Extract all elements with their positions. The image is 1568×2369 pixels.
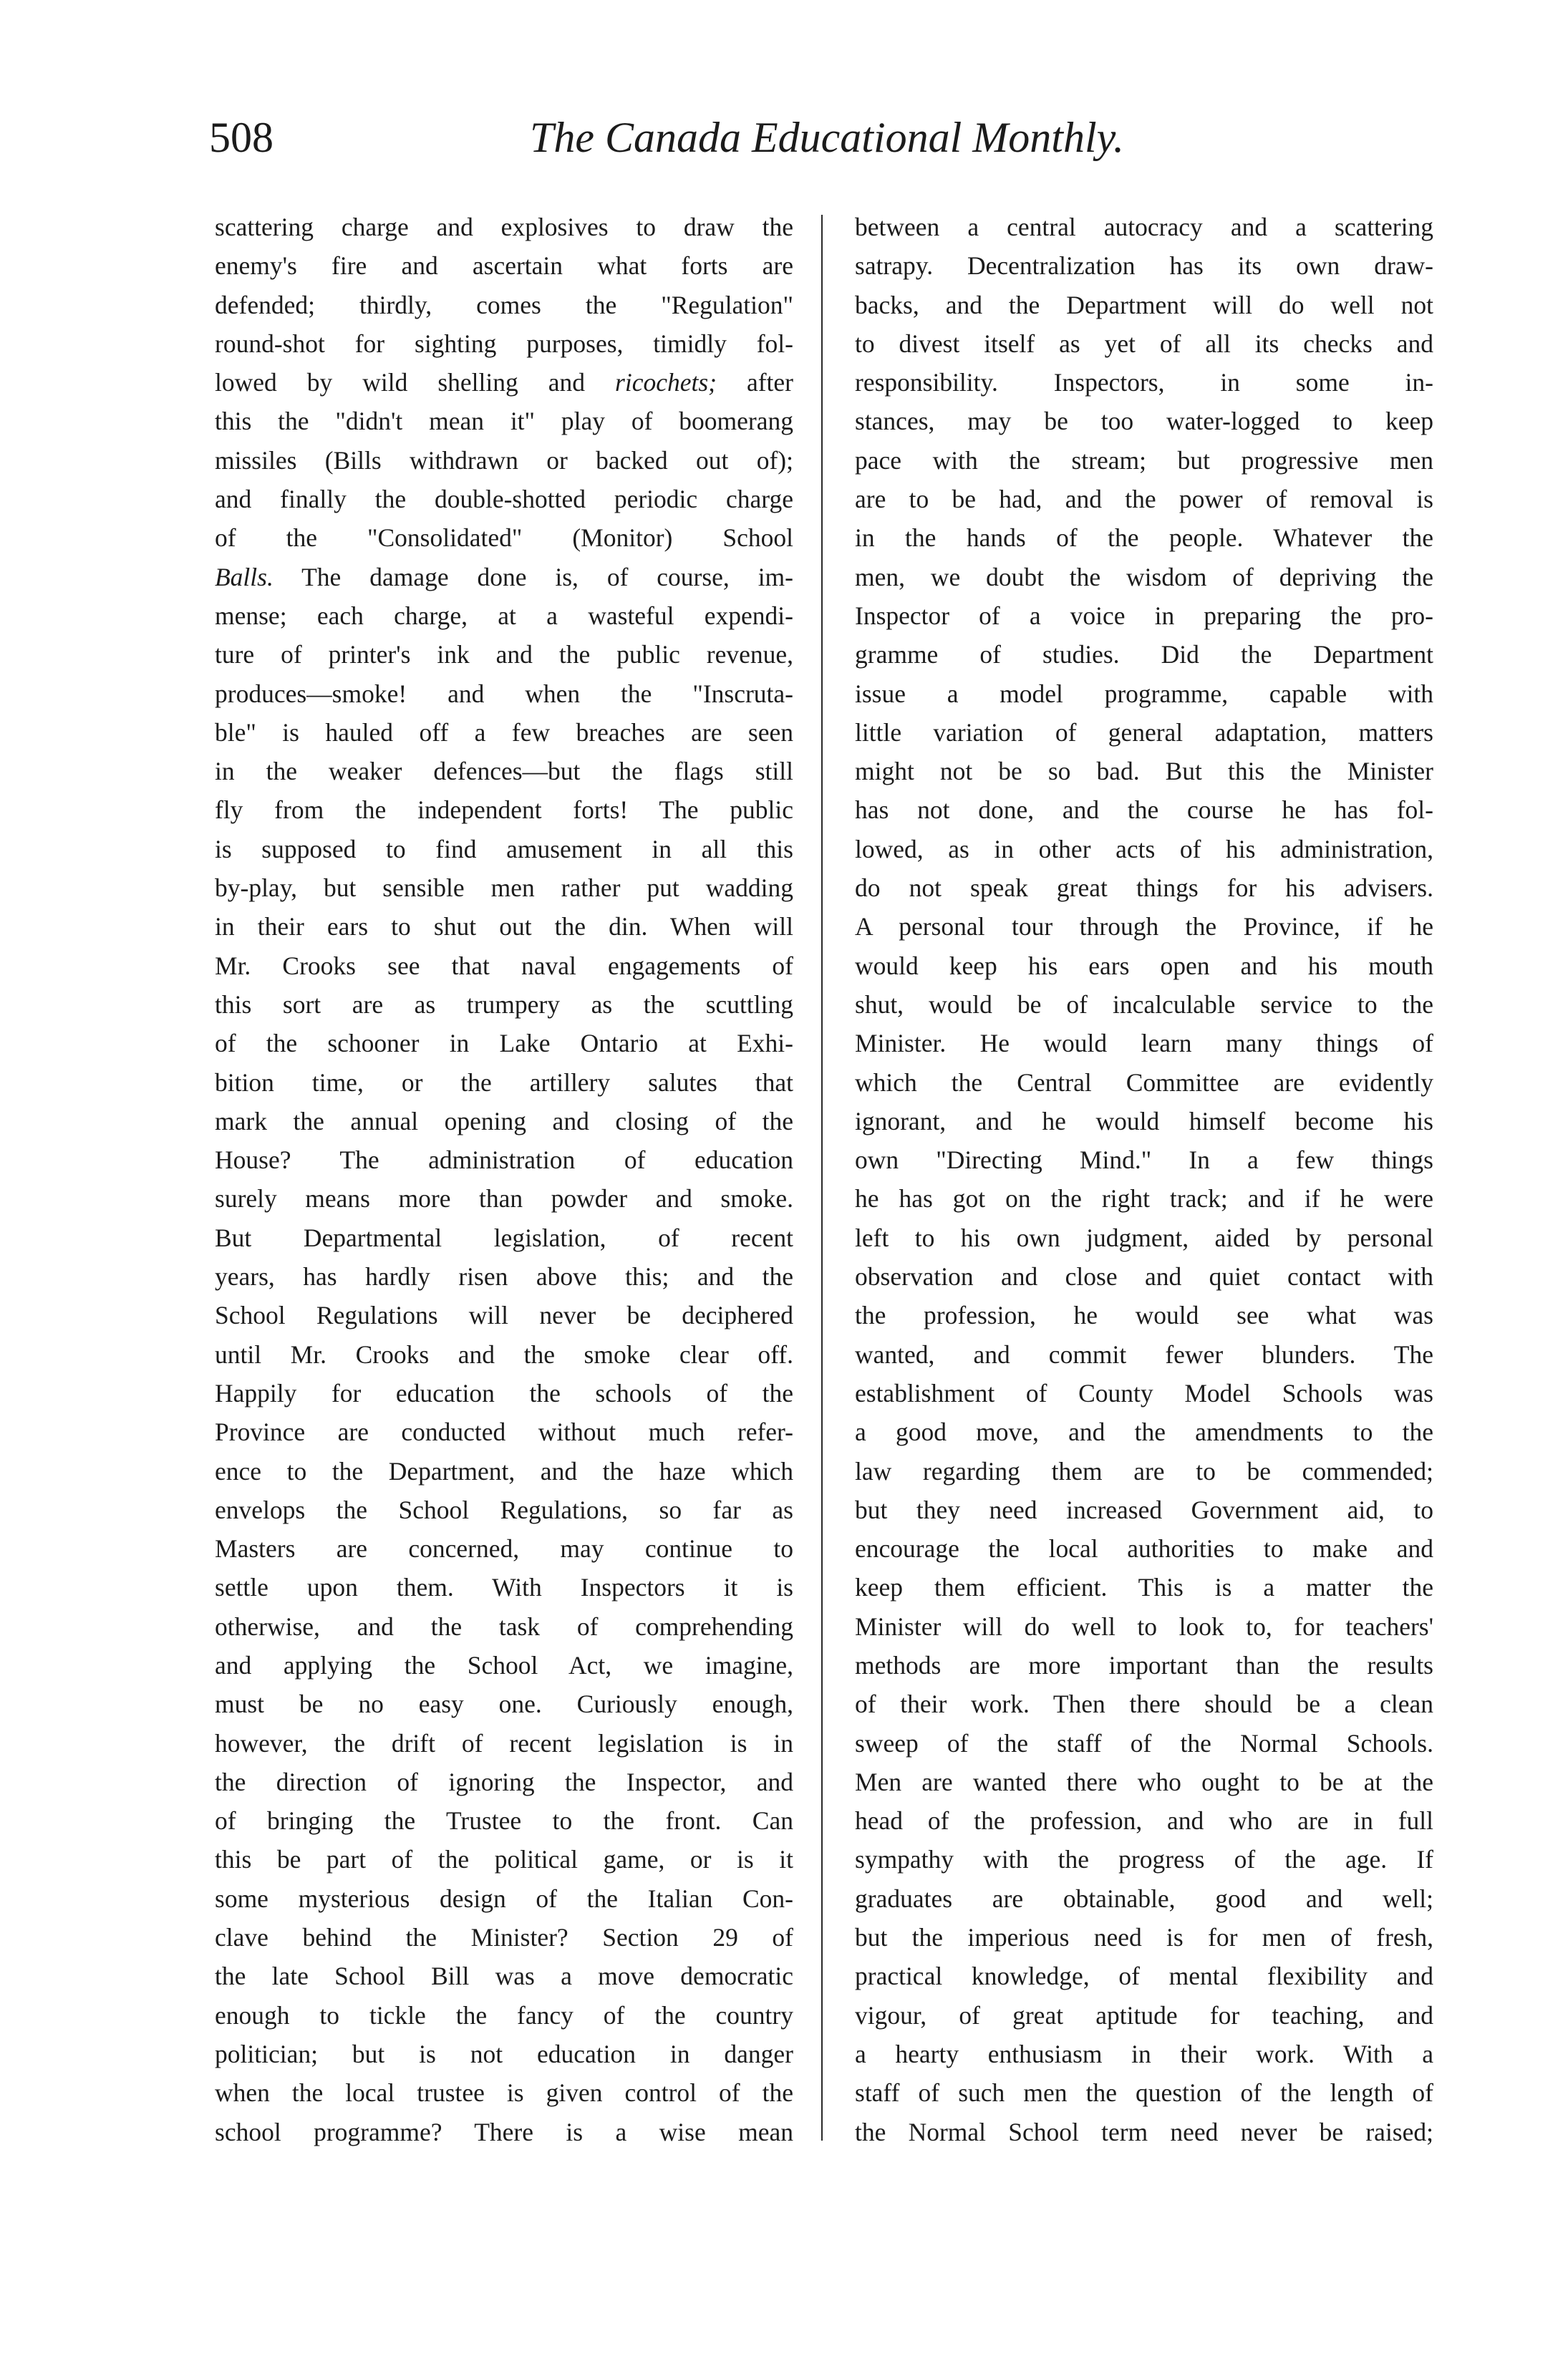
text-line: ture of printer's ink and the public revenue, xyxy=(215,640,793,669)
text-line: sweep of the staff of the Normal Schools. xyxy=(855,1728,1433,1758)
text-line: in the hands of the people. Whatever the xyxy=(855,523,1433,553)
text-line: is supposed to find amusement in all this xyxy=(215,834,793,863)
text-line: politician; but is not education in danger xyxy=(215,2039,793,2068)
text-line: men, we doubt the wisdom of depriving the xyxy=(855,562,1433,591)
text-line: Province are conducted without much refer- xyxy=(215,1418,793,1447)
text-line: methods are more important than the results xyxy=(855,1650,1433,1680)
text-line: the late School Bill was a move democratic xyxy=(215,1962,793,1991)
text-line: shut, would be of incalculable service to the xyxy=(855,989,1433,1019)
text-line: Balls. The damage done is, of course, im- xyxy=(215,562,793,591)
text-line: surely means more than powder and smoke. xyxy=(215,1184,793,1213)
text-line: graduates are obtainable, good and well; xyxy=(855,1884,1433,1913)
text-line: wanted, and commit fewer blunders. The xyxy=(855,1339,1433,1369)
text-line: ence to the Department, and the haze which xyxy=(215,1456,793,1486)
text-line: in their ears to shut out the din. When will xyxy=(215,912,793,941)
text-line: Happily for education the schools of the xyxy=(215,1378,793,1408)
text-line: Inspector of a voice in preparing the pro- xyxy=(855,601,1433,630)
text-line: establishment of County Model Schools was xyxy=(855,1378,1433,1408)
text-line: of the "Consolidated" (Monitor) School xyxy=(215,523,793,553)
text-line: observation and close and quiet contact with xyxy=(855,1262,1433,1292)
text-line: to divest itself as yet of all its checks and xyxy=(855,329,1433,358)
text-line: vigour, of great aptitude for teaching, and xyxy=(855,2000,1433,2030)
text-line: the profession, he would see what was xyxy=(855,1301,1433,1330)
text-line: little variation of general adaptation, matters xyxy=(855,717,1433,747)
text-line: Masters are concerned, may continue to xyxy=(215,1534,793,1564)
text-line: the direction of ignoring the Inspector, and xyxy=(215,1767,793,1796)
text-line: envelops the School Regulations, so far as xyxy=(215,1495,793,1524)
text-line: backs, and the Department will do well not xyxy=(855,290,1433,319)
text-line: issue a model programme, capable with xyxy=(855,679,1433,708)
text-line: bition time, or the artillery salutes that xyxy=(215,1067,793,1097)
text-line: enough to tickle the fancy of the country xyxy=(215,2000,793,2030)
text-line: a hearty enthusiasm in their work. With a xyxy=(855,2039,1433,2068)
text-line: of their work. Then there should be a clean xyxy=(855,1690,1433,1719)
text-line: otherwise, and the task of comprehending xyxy=(215,1612,793,1641)
text-line: would keep his ears open and his mouth xyxy=(855,951,1433,980)
text-line: stances, may be too water-logged to keep xyxy=(855,407,1433,436)
text-line: Mr. Crooks see that naval engagements of xyxy=(215,951,793,980)
column-divider xyxy=(821,215,823,2141)
text-line: and finally the double-shotted periodic charge xyxy=(215,485,793,514)
text-line: law regarding them are to be commended; xyxy=(855,1456,1433,1486)
text-line: some mysterious design of the Italian Con- xyxy=(215,1884,793,1913)
text-line: Minister will do well to look to, for teachers' xyxy=(855,1612,1433,1641)
text-line: Men are wanted there who ought to be at the xyxy=(855,1767,1433,1796)
text-line: House? The administration of education xyxy=(215,1145,793,1175)
text-line: by-play, but sensible men rather put wadding xyxy=(215,873,793,903)
text-line: scattering charge and explosives to draw the xyxy=(215,213,793,241)
text-line: defended; thirdly, comes the "Regulation" xyxy=(215,290,793,319)
page-number: 508 xyxy=(209,114,274,161)
text-line: which the Central Committee are evidently xyxy=(855,1067,1433,1097)
text-line: sympathy with the progress of the age. If xyxy=(855,1845,1433,1874)
text-line: of the schooner in Lake Ontario at Exhi- xyxy=(215,1029,793,1058)
text-line: a good move, and the amendments to the xyxy=(855,1418,1433,1447)
text-line: missiles (Bills withdrawn or backed out of); xyxy=(215,445,793,475)
text-line: however, the drift of recent legislation is in xyxy=(215,1728,793,1758)
text-line: ble" is hauled off a few breaches are seen xyxy=(215,717,793,747)
text-line: responsibility. Inspectors, in some in- xyxy=(855,368,1433,397)
text-line: has not done, and the course he has fol- xyxy=(855,795,1433,825)
text-line: fly from the independent forts! The public xyxy=(215,795,793,825)
text-line: the Normal School term need never be raised; xyxy=(855,2117,1433,2146)
text-line: this be part of the political game, or is it xyxy=(215,1845,793,1874)
text-line: practical knowledge, of mental flexibility and xyxy=(855,1962,1433,1991)
text-line: must be no easy one. Curiously enough, xyxy=(215,1690,793,1719)
text-line: own "Directing Mind." In a few things xyxy=(855,1145,1433,1175)
text-line: mense; each charge, at a wasteful expendi- xyxy=(215,601,793,630)
text-line: head of the profession, and who are in full xyxy=(855,1806,1433,1836)
text-line: gramme of studies. Did the Department xyxy=(855,640,1433,669)
text-line: keep them efficient. This is a matter the xyxy=(855,1573,1433,1602)
text-line: left to his own judgment, aided by personal xyxy=(855,1223,1433,1252)
text-line: this the "didn't mean it" play of boomerang xyxy=(215,407,793,436)
text-line: when the local trustee is given control of the xyxy=(215,2078,793,2108)
text-line: satrapy. Decentralization has its own draw- xyxy=(855,251,1433,281)
text-line: enemy's fire and ascertain what forts are xyxy=(215,251,793,281)
text-line: pace with the stream; but progressive men xyxy=(855,445,1433,475)
right-text-column xyxy=(855,208,1433,2151)
text-line: round-shot for sighting purposes, timidly fol- xyxy=(215,329,793,358)
text-line: encourage the local authorities to make and xyxy=(855,1534,1433,1564)
text-line: are to be had, and the power of removal is xyxy=(855,485,1433,514)
text-line: lowed, as in other acts of his administration, xyxy=(855,834,1433,863)
running-title: The Canada Educational Monthly. xyxy=(530,114,1124,161)
text-line: School Regulations will never be deciphered xyxy=(215,1301,793,1330)
text-line: years, has hardly risen above this; and the xyxy=(215,1262,793,1292)
text-line: school programme? There is a wise mean xyxy=(215,2117,793,2146)
text-line: this sort are as trumpery as the scuttling xyxy=(215,989,793,1019)
text-line: might not be so bad. But this the Minister xyxy=(855,757,1433,786)
text-line: produces—smoke! and when the "Inscruta- xyxy=(215,679,793,708)
text-line: but the imperious need is for men of fresh, xyxy=(855,1923,1433,1952)
text-line: clave behind the Minister? Section 29 of xyxy=(215,1923,793,1952)
text-line: lowed by wild shelling and ricochets; after xyxy=(215,368,793,397)
text-line: he has got on the right track; and if he were xyxy=(855,1184,1433,1213)
text-line: staff of such men the question of the length of xyxy=(855,2078,1433,2108)
left-text-column xyxy=(215,208,793,2151)
text-line: ignorant, and he would himself become his xyxy=(855,1106,1433,1135)
text-line: in the weaker defences—but the flags still xyxy=(215,757,793,786)
text-line: mark the annual opening and closing of the xyxy=(215,1106,793,1135)
text-line: But Departmental legislation, of recent xyxy=(215,1223,793,1252)
text-line: settle upon them. With Inspectors it is xyxy=(215,1573,793,1602)
text-line: between a central autocracy and a scattering xyxy=(855,213,1433,241)
text-line: A personal tour through the Province, if he xyxy=(855,912,1433,941)
text-line: but they need increased Government aid, to xyxy=(855,1495,1433,1524)
text-line: Minister. He would learn many things of xyxy=(855,1029,1433,1058)
text-line: until Mr. Crooks and the smoke clear off. xyxy=(215,1339,793,1369)
text-line: and applying the School Act, we imagine, xyxy=(215,1650,793,1680)
text-line: do not speak great things for his advisers. xyxy=(855,873,1433,903)
text-line: of bringing the Trustee to the front. Can xyxy=(215,1806,793,1836)
